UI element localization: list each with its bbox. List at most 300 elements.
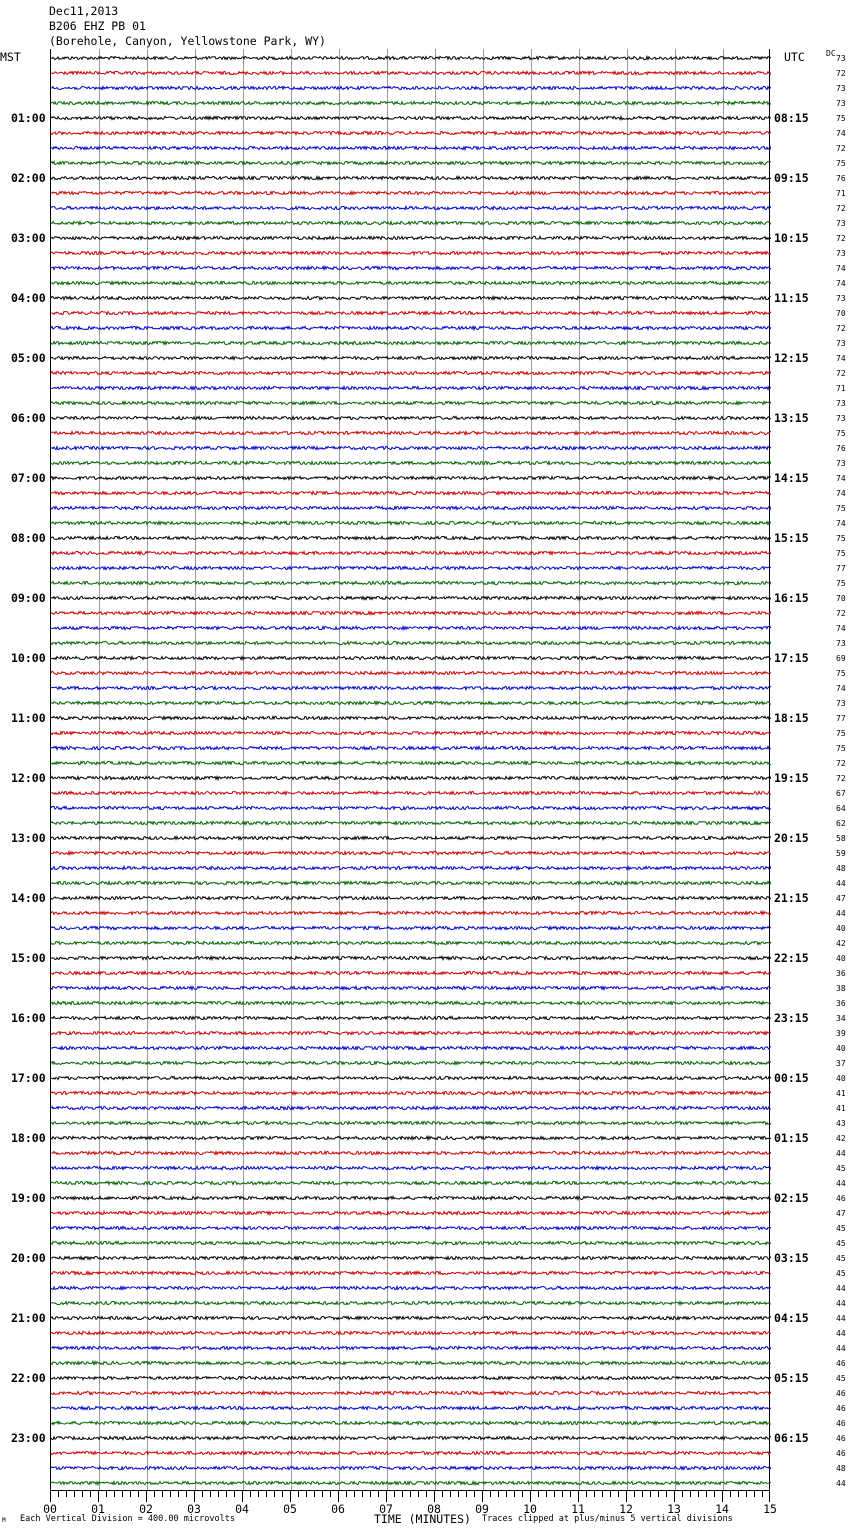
seismic-trace [51, 130, 769, 136]
seismic-trace [51, 895, 769, 901]
dc-offset-label: 73 [836, 294, 846, 303]
seismic-trace [51, 520, 769, 526]
x-tick [290, 1491, 291, 1502]
chart-station: B206 EHZ PB 01 [49, 19, 146, 33]
dc-offset-label: 72 [836, 69, 846, 78]
mst-hour-label: 15:00 [11, 951, 46, 965]
seismic-trace [51, 70, 769, 76]
seismic-trace [51, 625, 769, 631]
x-tick [474, 1491, 475, 1497]
seismic-trace [51, 1435, 769, 1441]
seismic-trace [51, 1390, 769, 1396]
dc-offset-label: 44 [836, 1284, 846, 1293]
corner-mark: M [2, 1517, 6, 1524]
dc-offset-label: 75 [836, 579, 846, 588]
seismogram-plot-area [50, 49, 770, 1491]
seismic-trace [51, 865, 769, 871]
x-tick [642, 1491, 643, 1497]
dc-offset-label: 74 [836, 354, 846, 363]
dc-offset-label: 44 [836, 1329, 846, 1338]
seismic-trace [51, 115, 769, 121]
utc-hour-label: 22:15 [774, 951, 809, 965]
x-axis [50, 1490, 770, 1503]
x-tick [234, 1491, 235, 1497]
dc-offset-label: 39 [836, 1029, 846, 1038]
dc-offset-label: 75 [836, 729, 846, 738]
dc-offset-label: 64 [836, 804, 846, 813]
mst-hour-label: 14:00 [11, 891, 46, 905]
dc-offset-label: 36 [836, 999, 846, 1008]
dc-offset-label: 73 [836, 84, 846, 93]
x-tick [538, 1491, 539, 1497]
seismic-trace [51, 1075, 769, 1081]
x-tick-label: 06 [331, 1502, 345, 1516]
x-tick [530, 1491, 531, 1502]
dc-offset-label: 45 [836, 1164, 846, 1173]
x-tick [570, 1491, 571, 1497]
dc-offset-label: 58 [836, 834, 846, 843]
seismic-trace [51, 1105, 769, 1111]
dc-offset-label: 45 [836, 1239, 846, 1248]
x-tick [410, 1491, 411, 1497]
x-tick [314, 1491, 315, 1497]
dc-offset-label: 73 [836, 219, 846, 228]
dc-offset-header: DC [826, 49, 836, 58]
x-tick [426, 1491, 427, 1497]
x-tick-label: 08 [427, 1502, 441, 1516]
x-tick [754, 1491, 755, 1497]
dc-offset-label: 74 [836, 264, 846, 273]
seismic-trace [51, 175, 769, 181]
dc-offset-label: 40 [836, 1074, 846, 1083]
dc-offset-label: 71 [836, 384, 846, 393]
seismic-trace [51, 250, 769, 256]
x-tick [498, 1491, 499, 1497]
dc-offset-label: 74 [836, 519, 846, 528]
dc-offset-label: 75 [836, 429, 846, 438]
dc-offset-label: 75 [836, 534, 846, 543]
dc-offset-label: 71 [836, 189, 846, 198]
dc-offset-label: 44 [836, 1344, 846, 1353]
seismic-trace [51, 850, 769, 856]
dc-offset-label: 40 [836, 954, 846, 963]
utc-hour-label: 10:15 [774, 231, 809, 245]
x-tick [266, 1491, 267, 1497]
x-tick [218, 1491, 219, 1497]
x-tick [546, 1491, 547, 1497]
utc-hour-label: 23:15 [774, 1011, 809, 1025]
dc-offset-label: 72 [836, 759, 846, 768]
x-tick [386, 1491, 387, 1502]
dc-offset-label: 38 [836, 984, 846, 993]
dc-offset-label: 46 [836, 1449, 846, 1458]
dc-offset-label: 44 [836, 879, 846, 888]
seismic-trace [51, 1045, 769, 1051]
dc-offset-label: 46 [836, 1194, 846, 1203]
utc-hour-label: 13:15 [774, 411, 809, 425]
x-tick [146, 1491, 147, 1502]
x-tick [154, 1491, 155, 1497]
dc-offset-label: 74 [836, 624, 846, 633]
x-tick [178, 1491, 179, 1497]
seismic-trace [51, 1465, 769, 1471]
seismic-trace [51, 355, 769, 361]
x-tick [769, 1491, 770, 1502]
mst-hour-label: 04:00 [11, 291, 46, 305]
utc-hour-label: 11:15 [774, 291, 809, 305]
dc-offset-label: 70 [836, 594, 846, 603]
x-tick [162, 1491, 163, 1497]
seismic-trace [51, 370, 769, 376]
seismic-trace [51, 220, 769, 226]
seismic-trace [51, 595, 769, 601]
dc-offset-label: 77 [836, 714, 846, 723]
x-tick-label: 09 [475, 1502, 489, 1516]
seismic-trace [51, 505, 769, 511]
x-tick [490, 1491, 491, 1497]
x-tick [362, 1491, 363, 1497]
x-tick [634, 1491, 635, 1497]
mst-hour-label: 01:00 [11, 111, 46, 125]
x-tick-label: 13 [667, 1502, 681, 1516]
seismic-trace [51, 910, 769, 916]
utc-hour-label: 02:15 [774, 1191, 809, 1205]
dc-offset-label: 36 [836, 969, 846, 978]
x-axis-title: TIME (MINUTES) [374, 1512, 471, 1526]
x-tick-label: 11 [571, 1502, 585, 1516]
dc-offset-label: 70 [836, 309, 846, 318]
seismic-trace [51, 400, 769, 406]
x-tick-label: 14 [715, 1502, 729, 1516]
seismic-trace [51, 985, 769, 991]
seismic-trace [51, 1060, 769, 1066]
x-tick [586, 1491, 587, 1497]
dc-offset-label: 73 [836, 639, 846, 648]
dc-offset-label: 72 [836, 774, 846, 783]
x-tick [602, 1491, 603, 1497]
x-tick [194, 1491, 195, 1502]
mst-hour-label: 06:00 [11, 411, 46, 425]
x-tick [138, 1491, 139, 1497]
seismic-trace [51, 760, 769, 766]
seismic-trace [51, 325, 769, 331]
x-tick [674, 1491, 675, 1502]
seismic-trace [51, 1180, 769, 1186]
dc-offset-label: 74 [836, 489, 846, 498]
dc-offset-label: 44 [836, 909, 846, 918]
utc-hour-label: 14:15 [774, 471, 809, 485]
x-tick [370, 1491, 371, 1497]
mst-hour-label: 18:00 [11, 1131, 46, 1145]
x-tick [298, 1491, 299, 1497]
x-tick [682, 1491, 683, 1497]
utc-hour-label: 12:15 [774, 351, 809, 365]
utc-hour-label: 19:15 [774, 771, 809, 785]
seismic-trace [51, 565, 769, 571]
seismic-trace [51, 730, 769, 736]
dc-offset-label: 46 [836, 1389, 846, 1398]
x-tick [58, 1491, 59, 1497]
dc-offset-label: 75 [836, 504, 846, 513]
mst-hour-label: 05:00 [11, 351, 46, 365]
seismic-trace [51, 1225, 769, 1231]
seismic-trace [51, 1135, 769, 1141]
x-tick [578, 1491, 579, 1502]
dc-offset-label: 73 [836, 459, 846, 468]
x-tick [450, 1491, 451, 1497]
seismic-trace [51, 460, 769, 466]
utc-hour-label: 20:15 [774, 831, 809, 845]
dc-offset-label: 40 [836, 924, 846, 933]
seismic-trace [51, 940, 769, 946]
seismic-trace [51, 1150, 769, 1156]
dc-offset-label: 73 [836, 99, 846, 108]
x-tick [258, 1491, 259, 1497]
x-tick [90, 1491, 91, 1497]
seismic-trace [51, 1165, 769, 1171]
seismic-trace [51, 1330, 769, 1336]
x-tick [330, 1491, 331, 1497]
mst-hour-label: 23:00 [11, 1431, 46, 1445]
mst-hour-label: 11:00 [11, 711, 46, 725]
seismic-trace [51, 85, 769, 91]
x-tick-label: 01 [91, 1502, 105, 1516]
seismic-trace [51, 55, 769, 61]
x-tick [434, 1491, 435, 1502]
chart-location: (Borehole, Canyon, Yellowstone Park, WY) [49, 34, 326, 48]
x-tick-label: 00 [43, 1502, 57, 1516]
dc-offset-label: 76 [836, 444, 846, 453]
seismic-trace [51, 1360, 769, 1366]
x-tick [442, 1491, 443, 1497]
dc-offset-label: 73 [836, 54, 846, 63]
seismic-trace [51, 805, 769, 811]
dc-offset-label: 46 [836, 1359, 846, 1368]
dc-offset-label: 59 [836, 849, 846, 858]
dc-offset-label: 44 [836, 1179, 846, 1188]
mst-hour-label: 22:00 [11, 1371, 46, 1385]
seismic-trace [51, 970, 769, 976]
seismic-trace [51, 280, 769, 286]
x-tick [666, 1491, 667, 1497]
seismic-trace [51, 610, 769, 616]
dc-offset-label: 77 [836, 564, 846, 573]
dc-offset-label: 69 [836, 654, 846, 663]
dc-offset-label: 73 [836, 399, 846, 408]
mst-hour-label: 02:00 [11, 171, 46, 185]
x-tick [482, 1491, 483, 1502]
x-tick [354, 1491, 355, 1497]
mst-hour-label: 17:00 [11, 1071, 46, 1085]
x-tick [466, 1491, 467, 1497]
x-tick [226, 1491, 227, 1497]
mst-hour-label: 03:00 [11, 231, 46, 245]
x-tick [554, 1491, 555, 1497]
dc-offset-label: 45 [836, 1254, 846, 1263]
dc-offset-label: 44 [836, 1149, 846, 1158]
x-tick [418, 1491, 419, 1497]
utc-hour-label: 04:15 [774, 1311, 809, 1325]
seismic-trace [51, 160, 769, 166]
seismic-trace [51, 1315, 769, 1321]
dc-offset-label: 74 [836, 279, 846, 288]
dc-offset-label: 48 [836, 864, 846, 873]
x-tick [186, 1491, 187, 1497]
dc-offset-label: 42 [836, 1134, 846, 1143]
seismic-trace [51, 1375, 769, 1381]
seismic-trace [51, 295, 769, 301]
x-tick [122, 1491, 123, 1497]
x-tick [322, 1491, 323, 1497]
x-tick [338, 1491, 339, 1502]
seismic-trace [51, 775, 769, 781]
dc-offset-label: 45 [836, 1269, 846, 1278]
dc-offset-label: 74 [836, 684, 846, 693]
x-tick [626, 1491, 627, 1502]
seismic-trace [51, 925, 769, 931]
dc-offset-label: 46 [836, 1404, 846, 1413]
x-tick-label: 05 [283, 1502, 297, 1516]
x-tick [706, 1491, 707, 1497]
utc-hour-label: 17:15 [774, 651, 809, 665]
mst-hour-label: 12:00 [11, 771, 46, 785]
seismic-trace [51, 535, 769, 541]
dc-offset-label: 42 [836, 939, 846, 948]
x-tick [650, 1491, 651, 1497]
x-tick [698, 1491, 699, 1497]
seismic-trace [51, 550, 769, 556]
utc-hour-label: 08:15 [774, 111, 809, 125]
mst-hour-label: 16:00 [11, 1011, 46, 1025]
x-tick [394, 1491, 395, 1497]
chart-date: Dec11,2013 [49, 4, 119, 18]
dc-offset-label: 41 [836, 1089, 846, 1098]
seismic-trace [51, 475, 769, 481]
dc-offset-label: 72 [836, 369, 846, 378]
seismic-trace [51, 235, 769, 241]
x-tick [402, 1491, 403, 1497]
x-tick-label: 03 [187, 1502, 201, 1516]
dc-offset-label: 41 [836, 1104, 846, 1113]
x-tick [514, 1491, 515, 1497]
dc-offset-label: 44 [836, 1314, 846, 1323]
x-tick [50, 1491, 51, 1502]
dc-offset-label: 76 [836, 174, 846, 183]
x-tick-label: 04 [235, 1502, 249, 1516]
dc-offset-label: 72 [836, 204, 846, 213]
left-timezone-label: MST [0, 50, 21, 64]
seismic-trace [51, 445, 769, 451]
seismic-trace [51, 715, 769, 721]
seismic-trace [51, 640, 769, 646]
seismic-trace [51, 1195, 769, 1201]
seismic-trace [51, 1030, 769, 1036]
dc-offset-label: 45 [836, 1374, 846, 1383]
x-tick [522, 1491, 523, 1497]
seismic-trace [51, 430, 769, 436]
utc-hour-label: 05:15 [774, 1371, 809, 1385]
x-tick [242, 1491, 243, 1502]
dc-offset-label: 47 [836, 894, 846, 903]
seismic-trace [51, 1480, 769, 1486]
utc-hour-label: 01:15 [774, 1131, 809, 1145]
seismic-trace [51, 655, 769, 661]
x-tick [306, 1491, 307, 1497]
dc-offset-label: 48 [836, 1464, 846, 1473]
x-tick [506, 1491, 507, 1497]
seismic-trace [51, 1345, 769, 1351]
seismic-trace [51, 955, 769, 961]
mst-hour-label: 13:00 [11, 831, 46, 845]
x-tick [690, 1491, 691, 1497]
x-tick [378, 1491, 379, 1497]
x-tick [130, 1491, 131, 1497]
x-tick [114, 1491, 115, 1497]
seismic-trace [51, 880, 769, 886]
x-tick [210, 1491, 211, 1497]
utc-hour-label: 06:15 [774, 1431, 809, 1445]
utc-hour-label: 09:15 [774, 171, 809, 185]
seismic-trace [51, 1270, 769, 1276]
dc-offset-label: 75 [836, 114, 846, 123]
mst-hour-label: 08:00 [11, 531, 46, 545]
dc-offset-label: 73 [836, 699, 846, 708]
x-tick [202, 1491, 203, 1497]
mst-hour-label: 09:00 [11, 591, 46, 605]
seismic-trace [51, 100, 769, 106]
x-tick [722, 1491, 723, 1502]
seismic-trace [51, 190, 769, 196]
x-tick [738, 1491, 739, 1497]
dc-offset-label: 72 [836, 324, 846, 333]
dc-offset-label: 75 [836, 744, 846, 753]
x-tick-label: 15 [763, 1502, 777, 1516]
seismic-trace [51, 385, 769, 391]
utc-hour-label: 03:15 [774, 1251, 809, 1265]
seismic-trace [51, 1240, 769, 1246]
seismic-trace [51, 415, 769, 421]
seismic-trace [51, 1285, 769, 1291]
x-tick [74, 1491, 75, 1497]
utc-hour-label: 16:15 [774, 591, 809, 605]
x-tick [282, 1491, 283, 1497]
x-tick [746, 1491, 747, 1497]
x-tick [730, 1491, 731, 1497]
x-tick-label: 02 [139, 1502, 153, 1516]
dc-offset-label: 74 [836, 129, 846, 138]
x-tick [610, 1491, 611, 1497]
dc-offset-label: 73 [836, 339, 846, 348]
dc-offset-label: 75 [836, 549, 846, 558]
dc-offset-label: 43 [836, 1119, 846, 1128]
dc-offset-label: 67 [836, 789, 846, 798]
dc-offset-label: 37 [836, 1059, 846, 1068]
dc-offset-label: 34 [836, 1014, 846, 1023]
seismic-trace [51, 310, 769, 316]
seismic-trace [51, 1090, 769, 1096]
seismic-trace [51, 1000, 769, 1006]
x-tick [98, 1491, 99, 1502]
dc-offset-label: 40 [836, 1044, 846, 1053]
dc-offset-label: 75 [836, 159, 846, 168]
right-timezone-label: UTC [784, 50, 805, 64]
dc-offset-label: 46 [836, 1419, 846, 1428]
seismic-trace [51, 1405, 769, 1411]
x-tick [458, 1491, 459, 1497]
seismic-trace [51, 1015, 769, 1021]
seismic-trace [51, 145, 769, 151]
seismic-trace [51, 340, 769, 346]
